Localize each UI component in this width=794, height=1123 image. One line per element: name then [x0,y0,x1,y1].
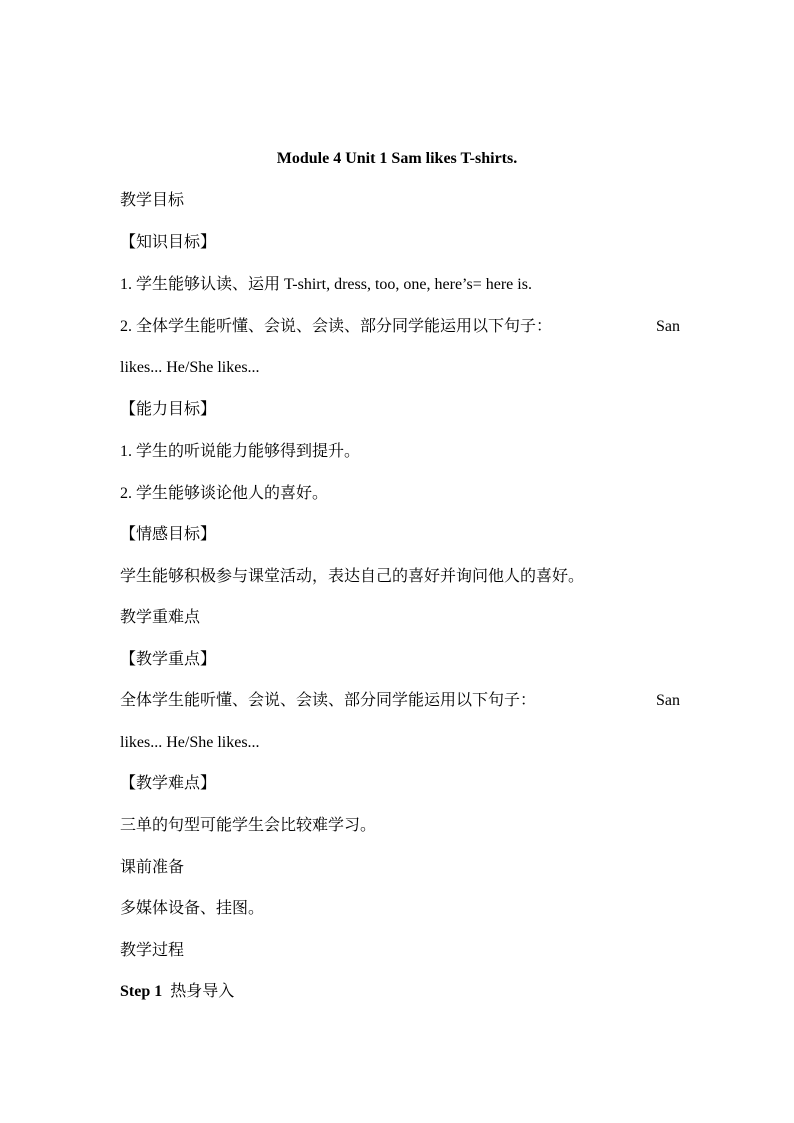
step-1-label: Step 1 [120,983,163,1000]
document-title: Module 4 Unit 1 Sam likes T-shirts. [276,150,518,167]
subheading-key-points: 【教学重点】 [120,651,217,668]
key-point-item-text: 全体学生能听懂、会说、会读、部分同学能运用以下句子： [120,692,537,709]
ability-item-1: 1. 学生的听说能力能够得到提升。 [120,443,361,460]
emotion-item: 学生能够积极参与课堂活动，表达自己的喜好并询问他人的喜好。 [120,568,585,585]
key-point-item-tail: San [656,692,680,709]
ability-item-2: 2. 学生能够谈论他人的喜好。 [120,485,329,502]
key-point-item [120,691,680,711]
subheading-knowledge-objectives: 【知识目标】 [120,234,217,251]
preparation-item: 多媒体设备、挂图。 [120,900,265,917]
heading-teaching-objectives: 教学目标 [120,192,185,209]
step-1-title: 热身导入 [170,983,235,1000]
knowledge-item-1: 1. 学生能够认读、运用 T-shirt, dress, too, one, here’s= here is. [120,276,532,293]
heading-teaching-process: 教学过程 [120,942,185,959]
knowledge-item-2-text: 2. 全体学生能听懂、会说、会读、部分同学能运用以下句子： [120,318,553,335]
knowledge-item-2-tail: San [656,318,680,335]
step-1 [120,982,680,1002]
knowledge-item-2-continued: likes... He/She likes... [120,359,260,376]
knowledge-item-2 [120,317,680,337]
difficult-point-item: 三单的句型可能学生会比较难学习。 [120,817,377,834]
subheading-ability-objectives: 【能力目标】 [120,401,217,418]
subheading-difficult-points: 【教学难点】 [120,775,217,792]
heading-key-difficult-points: 教学重难点 [120,609,201,626]
subheading-emotion-objectives: 【情感目标】 [120,526,217,543]
heading-preparation: 课前准备 [120,859,185,876]
key-point-item-continued: likes... He/She likes... [120,734,260,751]
